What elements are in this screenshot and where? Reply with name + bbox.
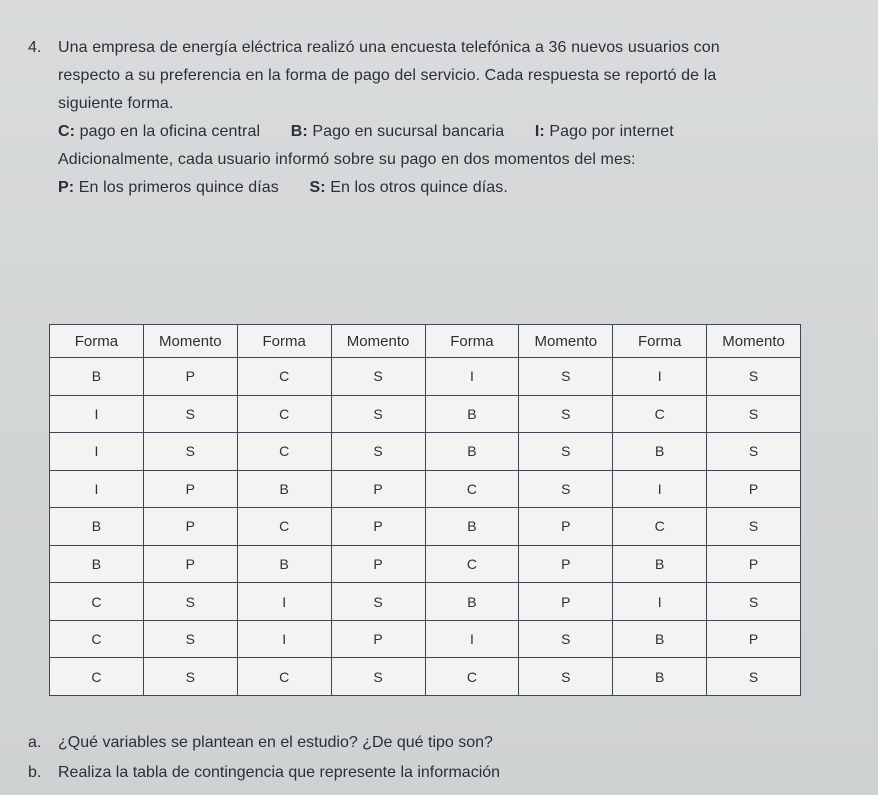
table-cell: C	[237, 508, 331, 546]
table-cell: B	[613, 433, 707, 471]
table-cell: S	[519, 658, 613, 696]
table-cell: S	[331, 583, 425, 621]
table-cell: S	[331, 658, 425, 696]
table-cell: S	[707, 658, 801, 696]
table-cell: I	[50, 470, 144, 508]
table-cell: P	[331, 470, 425, 508]
table-cell: S	[707, 583, 801, 621]
table-body	[50, 358, 801, 696]
table-cell: S	[519, 358, 613, 396]
header-cell: Momento	[143, 325, 237, 358]
header-cell: Forma	[50, 325, 144, 358]
table-cell: B	[613, 620, 707, 658]
header-cell: Forma	[237, 325, 331, 358]
table-cell: I	[425, 620, 519, 658]
table-cell: B	[50, 545, 144, 583]
table-cell: P	[707, 620, 801, 658]
table-cell: I	[50, 433, 144, 471]
table-cell: B	[50, 358, 144, 396]
option-i: I: Pago por internet	[534, 123, 674, 140]
table-cell: C	[237, 358, 331, 396]
table-cell: C	[613, 395, 707, 433]
table-cell: S	[519, 395, 613, 433]
table-cell: C	[50, 583, 144, 621]
table-cell: P	[331, 620, 425, 658]
table-cell: I	[425, 358, 519, 396]
table-row	[50, 433, 801, 471]
table-row	[50, 620, 801, 658]
question-a: a. ¿Qué variables se plantean en el estudio? ¿De qué tipo son?	[28, 734, 493, 751]
table-cell: C	[237, 395, 331, 433]
table-cell: C	[50, 658, 144, 696]
table-cell: P	[143, 508, 237, 546]
table-row	[50, 470, 801, 508]
table-cell: B	[237, 470, 331, 508]
table-cell: C	[237, 433, 331, 471]
table-cell: S	[143, 658, 237, 696]
table-row	[50, 658, 801, 696]
table-cell: S	[143, 583, 237, 621]
table-cell: B	[425, 508, 519, 546]
table-cell: B	[613, 658, 707, 696]
table-cell: C	[237, 658, 331, 696]
table-row	[50, 508, 801, 546]
table-cell: P	[519, 583, 613, 621]
table-cell: B	[425, 583, 519, 621]
table-cell: P	[331, 545, 425, 583]
table-cell: S	[707, 358, 801, 396]
table-cell: I	[613, 470, 707, 508]
moment-p: P: En los primeros quince días	[58, 179, 279, 196]
table-cell: S	[707, 508, 801, 546]
table-row	[50, 545, 801, 583]
table-cell: B	[425, 433, 519, 471]
moment-options	[28, 174, 858, 202]
survey-table	[49, 324, 801, 696]
data-table	[49, 324, 801, 696]
table-row	[50, 395, 801, 433]
table-cell: C	[425, 545, 519, 583]
header-cell: Momento	[331, 325, 425, 358]
table-cell: P	[143, 545, 237, 583]
table-cell: B	[50, 508, 144, 546]
table-cell: I	[237, 583, 331, 621]
table-cell: I	[613, 358, 707, 396]
table-cell: P	[519, 545, 613, 583]
question-b: b. Realiza la tabla de contingencia que represente la información	[28, 764, 501, 781]
option-c: C: pago en la oficina central	[58, 123, 261, 140]
table-cell: S	[519, 620, 613, 658]
table-cell: S	[143, 620, 237, 658]
table-cell: P	[707, 545, 801, 583]
table-cell: P	[519, 508, 613, 546]
intro-line-3: siguiente forma.	[58, 95, 174, 112]
questions	[28, 728, 858, 788]
table-cell: I	[50, 395, 144, 433]
table-cell: S	[519, 433, 613, 471]
table-cell: S	[707, 433, 801, 471]
payment-options	[28, 118, 858, 146]
header-cell: Forma	[425, 325, 519, 358]
intro-line-2: respecto a su preferencia en la forma de pago del servicio. Cada respuesta se reportó de la	[58, 67, 717, 84]
table-cell: S	[143, 395, 237, 433]
table-cell: S	[331, 395, 425, 433]
table-cell: S	[331, 358, 425, 396]
table-cell: C	[50, 620, 144, 658]
moment-s: S: En los otros quince días.	[309, 179, 508, 196]
table-cell: C	[613, 508, 707, 546]
problem-statement	[28, 34, 858, 202]
table-row	[50, 583, 801, 621]
table-header-row	[50, 325, 801, 358]
header-cell: Forma	[613, 325, 707, 358]
table-cell: I	[613, 583, 707, 621]
table-cell: I	[237, 620, 331, 658]
problem-number: 4.	[28, 39, 42, 56]
table-cell: C	[425, 658, 519, 696]
intro-line-1: 4. Una empresa de energía eléctrica realizó una encuesta telefónica a 36 nuevos usuarios con	[28, 34, 858, 62]
header-cell: Momento	[519, 325, 613, 358]
table-cell: B	[237, 545, 331, 583]
table-cell: S	[143, 433, 237, 471]
table-cell: P	[707, 470, 801, 508]
table-cell: S	[707, 395, 801, 433]
table-cell: P	[143, 358, 237, 396]
option-b: B: Pago en sucursal bancaria	[290, 123, 505, 140]
table-cell: B	[613, 545, 707, 583]
table-cell: P	[143, 470, 237, 508]
table-cell: C	[425, 470, 519, 508]
additional-line: Adicionalmente, cada usuario informó sobre su pago en dos momentos del mes:	[58, 151, 636, 168]
table-cell: S	[519, 470, 613, 508]
table-cell: S	[331, 433, 425, 471]
table-cell: B	[425, 395, 519, 433]
header-cell: Momento	[707, 325, 801, 358]
table-row	[50, 358, 801, 396]
table-cell: P	[331, 508, 425, 546]
